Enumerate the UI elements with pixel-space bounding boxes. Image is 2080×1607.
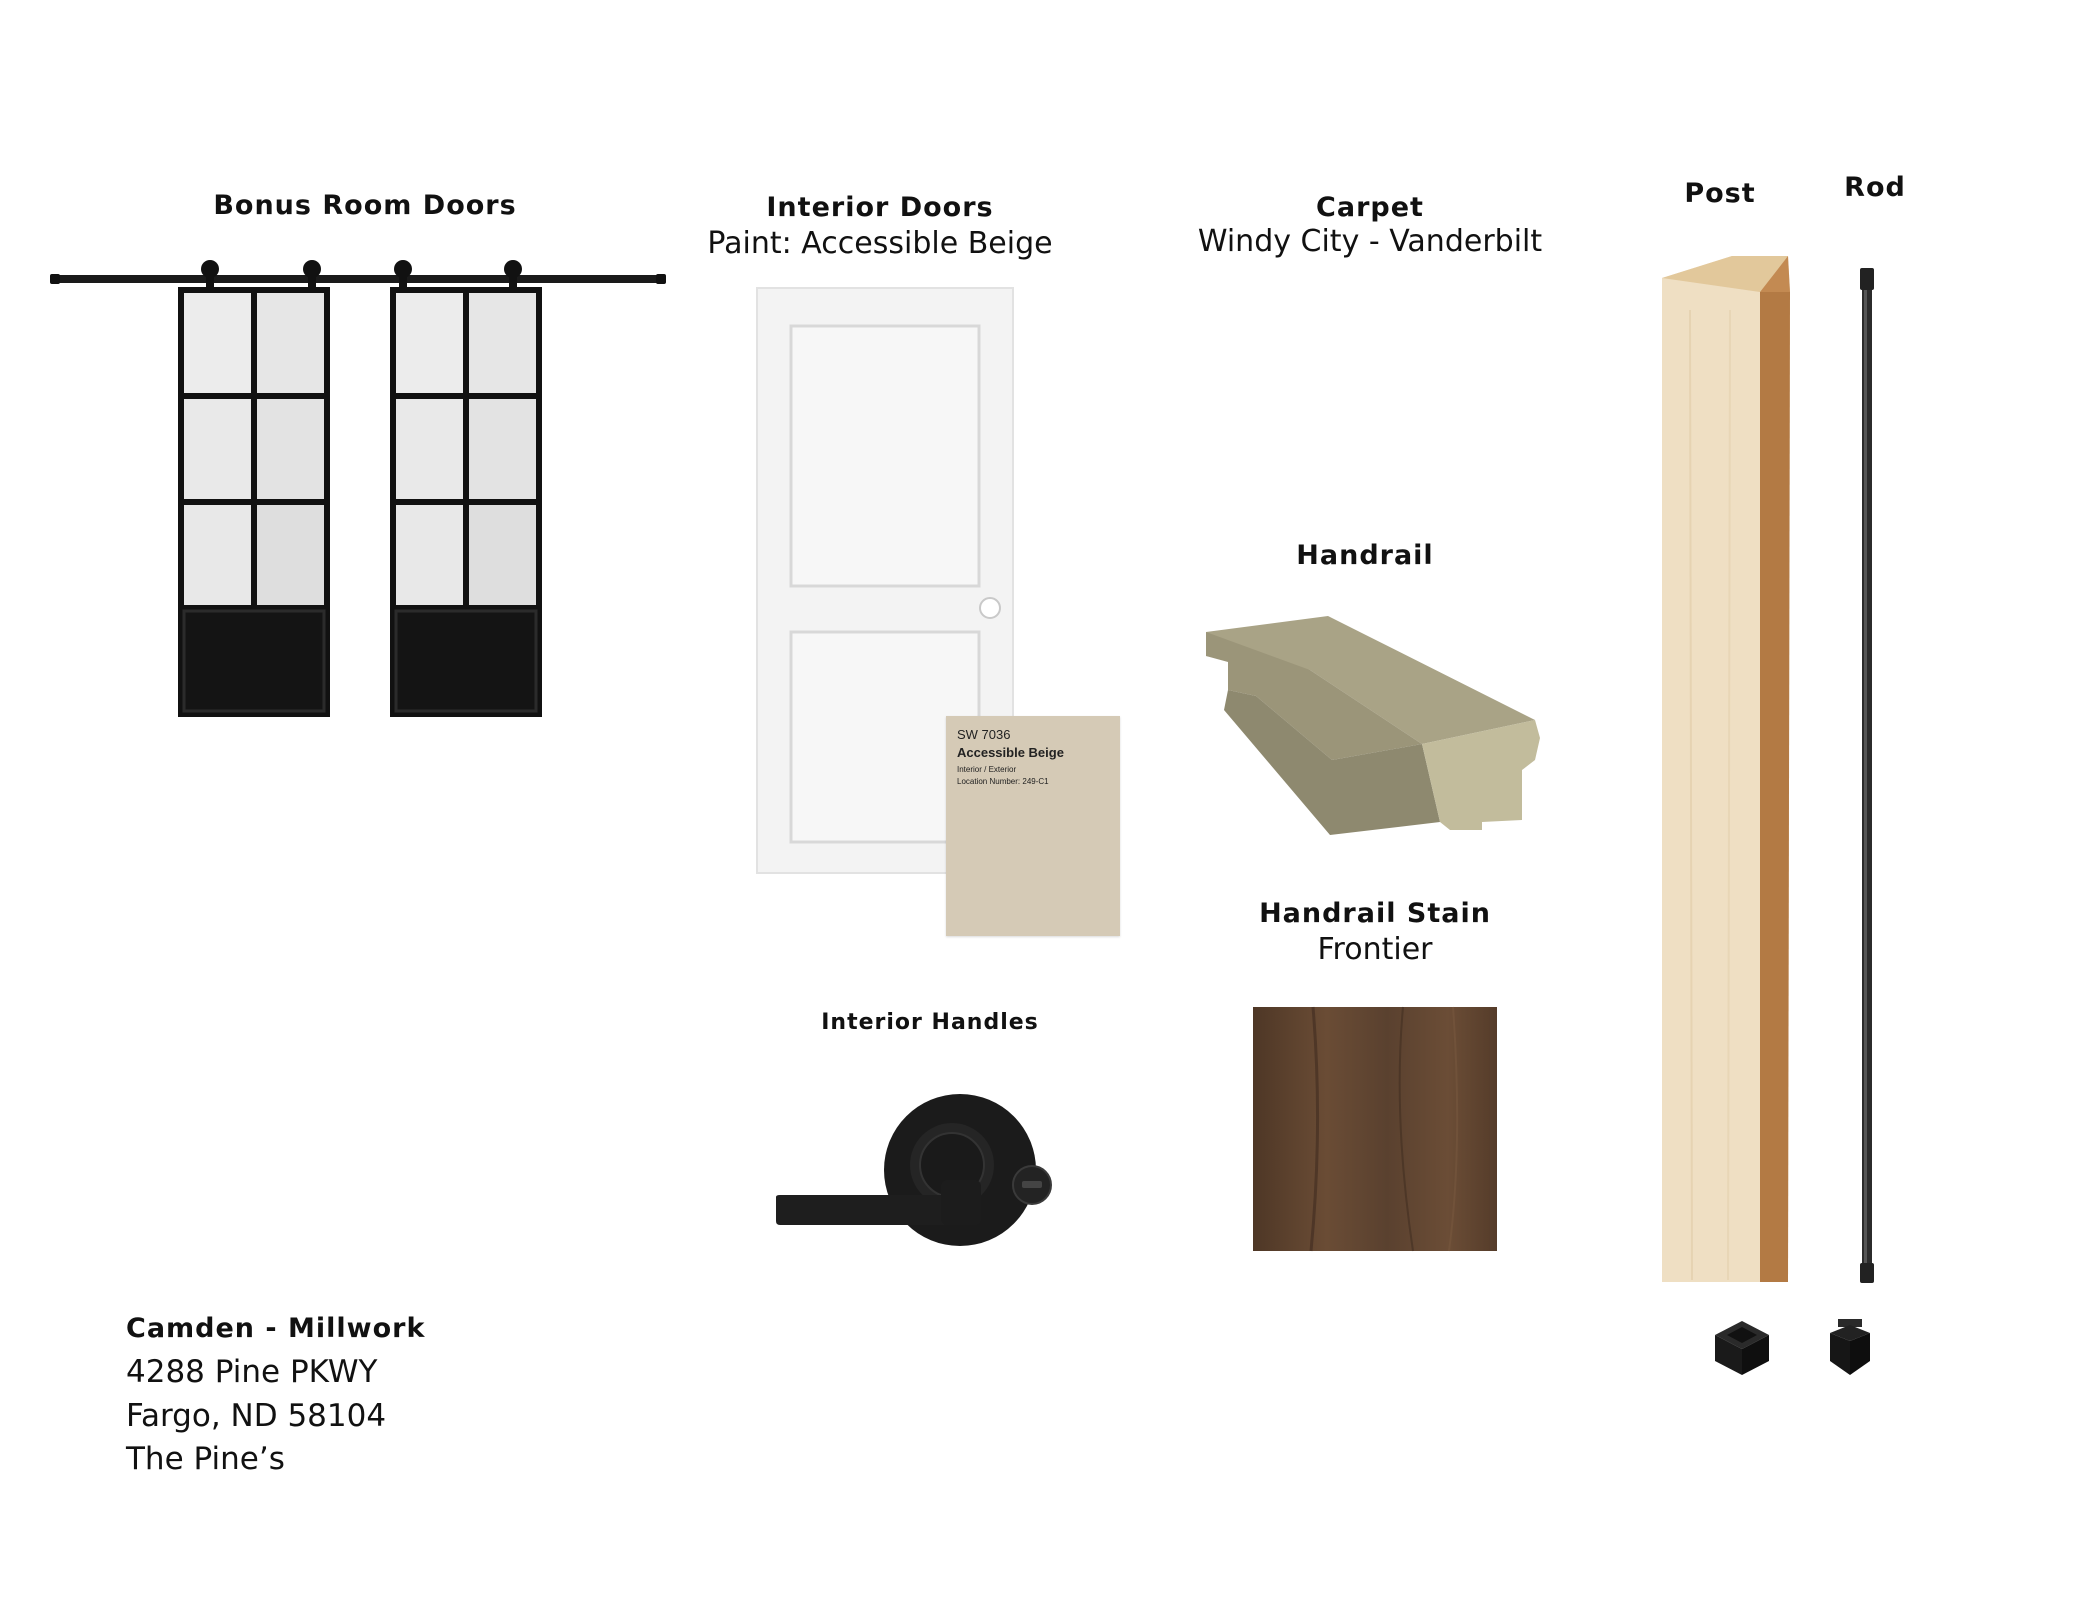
interior-doors-paint-label: Paint: Accessible Beige <box>707 226 1053 261</box>
rod-title: Rod <box>1844 172 1906 203</box>
address-line-1: 4288 Pine PKWY <box>126 1354 378 1390</box>
community-name: The Pine’s <box>126 1441 285 1477</box>
post-title: Post <box>1684 178 1756 209</box>
stain-swatch <box>1253 1007 1497 1251</box>
project-name: Camden - Millwork <box>126 1313 426 1344</box>
paint-chip-code: SW 7036 <box>957 727 1011 742</box>
bonus-room-doors-title: Bonus Room Doors <box>213 190 517 221</box>
interior-doors-title: Interior Doors <box>766 192 994 223</box>
carpet-name: Windy City - Vanderbilt <box>1197 224 1543 259</box>
handrail-stain-name: Frontier <box>1317 932 1433 967</box>
interior-handles-title: Interior Handles <box>821 1010 1039 1035</box>
paint-chip-location: Location Number: 249-C1 <box>957 777 1049 786</box>
baluster-rod-image <box>1855 268 1879 1283</box>
paint-chip-name: Accessible Beige <box>957 745 1064 760</box>
rod-shoe-icon <box>1822 1315 1878 1380</box>
barn-doors-image <box>50 255 670 725</box>
door-lever-image <box>766 1075 1066 1255</box>
newel-post-image <box>1660 250 1800 1285</box>
carpet-title: Carpet <box>1316 192 1424 223</box>
address-line-2: Fargo, ND 58104 <box>126 1398 387 1434</box>
handrail-title: Handrail <box>1296 540 1434 571</box>
paint-chip-usage: Interior / Exterior <box>957 765 1017 774</box>
handrail-profile-image <box>1200 610 1550 850</box>
post-shoe-icon <box>1707 1315 1777 1380</box>
handrail-stain-title: Handrail Stain <box>1259 898 1491 929</box>
